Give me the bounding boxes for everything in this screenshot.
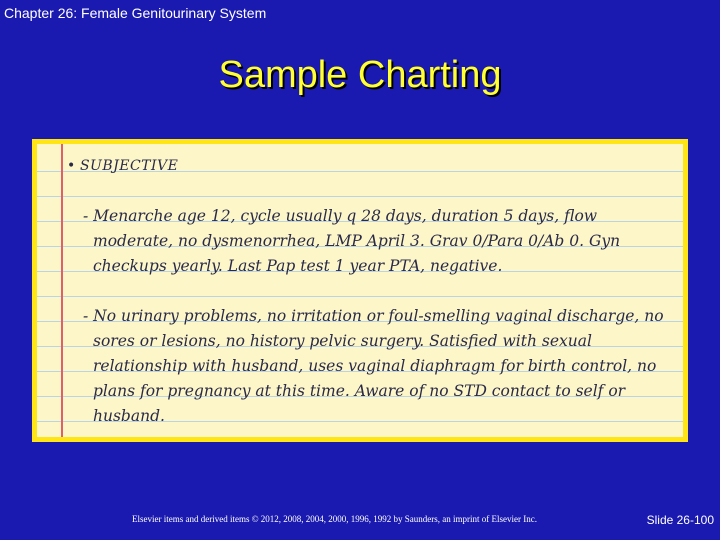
- copyright-footer: Elsevier items and derived items © 2012, 2008, 2004, 2000, 1996, 1992 by Saunders, an imprint of Elsevier Inc.: [132, 514, 538, 524]
- chart-entry-menstrual: - Menarche age 12, cycle usually q 28 days, duration 5 days, flow moderate, no dysmenorrhea, LMP April 3. Grav 0/Para 0/Ab 0. Gyn checkups yearly. Last Pap test 1 year PTA, negative.: [83, 207, 621, 275]
- charting-notes: [65, 154, 673, 429]
- chart-entry-urinary: - No urinary problems, no irritation or foul-smelling vaginal discharge, no sores or lesions, no history pelvic surgery. Satisfied with sexual relationship with husband, uses vaginal diaphragm for birth control, no plans for pregnancy at this time. Aware of no STD contact to self or husband.: [83, 307, 664, 425]
- bullet-icon: •: [67, 158, 76, 174]
- margin-line: [61, 144, 63, 437]
- slide-number: Slide 26-100: [646, 513, 714, 527]
- section-heading: [67, 154, 673, 179]
- chapter-title: Chapter 26: Female Genitourinary System: [4, 5, 267, 21]
- charting-paper: [32, 139, 688, 442]
- section-heading-text: SUBJECTIVE: [79, 158, 179, 174]
- slide-title: Sample Charting: [218, 54, 502, 96]
